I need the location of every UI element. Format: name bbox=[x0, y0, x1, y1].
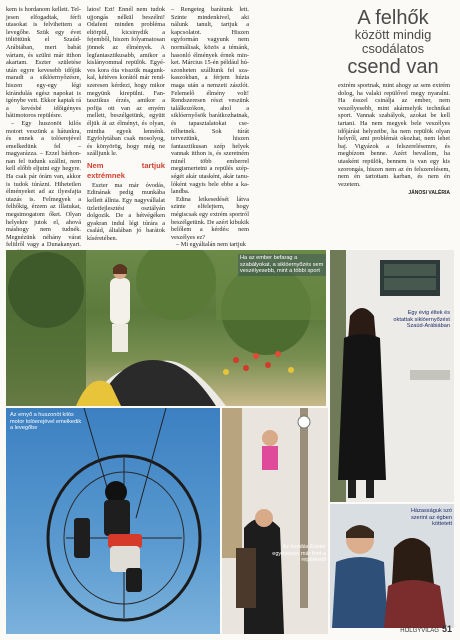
photo-caption: Egy évig éltek és oktattak siklóernyőzést Szaúd-Arábiában bbox=[393, 310, 450, 330]
page-number: 51 bbox=[441, 624, 452, 634]
text-column-2 bbox=[87, 6, 165, 243]
photo-portrait bbox=[330, 250, 454, 502]
photo-couple bbox=[330, 504, 454, 628]
photo-child bbox=[222, 408, 328, 634]
paragraph: Eszter ma már óvodás, Edinának pedig munkába kellett állnia. Egy nagyvállalat üzletfejlesztési osztályán dolgozik. De a hétvégéken gyakran indul légi túrára a család, általában jó barátok kíséretében. bbox=[87, 181, 165, 243]
paragraph: – Mi egyáltalán nem tartjuk bbox=[176, 241, 246, 249]
photo-paraglider-garden bbox=[6, 250, 326, 406]
headline-line: csodálatos bbox=[361, 41, 425, 56]
author-byline: JÁNOSI VALÉRIA bbox=[408, 190, 450, 197]
photo-caption: Az óvodás Eszter egyévesen már fent a repülésről bbox=[272, 544, 326, 564]
photo-motor-paraglider bbox=[6, 408, 220, 634]
magazine-name: HÖLGYVILÁG bbox=[400, 628, 439, 634]
paragraph: – Egy huszonöt kilós motort veszünk a hátunkra, és ennek a tolóerejével emelkedünk fel – magyarázza. – Ezzel bárhonnan fel tudunk szállni, nem kell előbb eljutni egy hegyre. Ha csak pár órám van, akkor is tudok túrázni. Hihetetlen élményeket ad az ilyesfajta utazás is. Felmegyek a felhőkig, érzem az illatukat, megsimogatom őket. Olyan helyekre jutok el, ahová máshogy nem tudnék. Megnézünk néhány várat felülről vagy a Dunakanyart. bbox=[6, 119, 81, 249]
article-headline bbox=[328, 8, 458, 78]
subheading: Nem tartjuk extrémnek bbox=[87, 160, 165, 180]
headline-line: között mindig bbox=[354, 27, 432, 42]
portrait-illustration bbox=[330, 250, 454, 502]
paragraph: Edina leikesedését látva szinte elfelejtem, hogy mégiscsak egy extrém sportról beszélgetünk. De azért kibukik belőlem a kérdés: nem veszélyes ez? bbox=[171, 195, 249, 241]
child-illustration bbox=[222, 408, 328, 634]
text-column-3 bbox=[171, 6, 249, 249]
photo-caption: Az ernyő a huszonöt kilós motor tolóerejével emelkedik a levegőbe bbox=[10, 412, 82, 432]
photo-caption: Házasságuk szó szerint az égben köttetett bbox=[410, 508, 452, 528]
paragraph: kem is hordanom kellett. Teljesen elfogadtak, férfi utasokat is felvihettem a levegőbe. Szük egy évet töltöttünk el Szaúd-Arábiában, mert babát vártam, és szülni már itthon akartam. Eszter születése után egyre kevesebb időjük maradt a siklóernyőzésre, hiszen egy-egy légi kirándulás egész napokat is igénybe vett. Ekkor kaptak rá a kevésbé időigényes hátimotoros repülésre. bbox=[6, 6, 81, 120]
paragraph: latos! Ezt! Ennél nem tudok ujjongás nélkül beszélni! Odafent minden probléma eltörpül, kicsinydik a fejemből, hiszen folyamatosan jönnek az élmények. A legfantasztikusabb, amikor a kislányommal repülök. Egyéves kora óta visszük magunkkal, kétéves korától már rendszeresen kérdezi, hogy mikor megyünk kirepülni. Fantasztikus érzés, amikor a pofija ott van az enyém mellett, beszélgetünk, együtt éljük át az élményt, és olyan, mintha egyek lennénk. Egyfolytában csak mosolyog, és könyörög, hogy még ne szálljunk le. bbox=[87, 6, 165, 158]
page-folio bbox=[400, 624, 452, 634]
paragraph: – Rengeteg barátunk lett. Szinte mindenkivel, aki nálunk tanult, tartjuk a kapcsolatot. Hiszen egyformán vagyunk nem normálisak, közös a témánk, hasonló élmények érnek minket. Március 15-én például húszonheten szálltunk fel szakaszokban, a férjem húzta maga után a nemzeti zászlót. Felemelő élmény volt! Rendszeresen részt veszünk találkozókon, ahol a siklóernyősök barátkozhatnak, és tapasztalatokat cserélhetnek. Sok túrát terveztünk, hiszen fantasztikusan szép helyek vannak itthon is, és szeretném minél több emberrel megismertetni a repülés szépségét akár utasként, akár tanulóként vagyis bele ebbe a kalandba. bbox=[171, 6, 249, 196]
text-column-1 bbox=[6, 6, 81, 257]
headline-line: A felhők bbox=[357, 7, 429, 29]
photo-caption: Ha az ember befarag a szabályokat, a siklóernyőzés sem veszélyesebb, mint a többi sport bbox=[238, 254, 326, 276]
headline-line: csend van bbox=[347, 56, 439, 78]
motor-paraglider-illustration bbox=[6, 408, 220, 634]
paragraph: extrém sportnak, mint ahogy az sem extrém dolog, ha valaki repülővel megy nyaralni. Ha ésszel csinálja az ember, nem veszélyesebb, mint akármelyik technikai sport. Vannak szabályok, azokat be kell tartani. Ha nem megyek bele veszélyes időjárási helyzetbe, ha nem repülök olyan helyről, ami problémát okozhat, nem lehet baj. Vigyázok a felszerelésemre, és megbízom benne. Azért bevallom, ha utasként repülök, bennem is van egy kis szorongás, hiszen nem az én felszerelésem, nem én tartottam karban, és nem én vezetem. bbox=[338, 82, 450, 188]
text-column-4 bbox=[338, 82, 450, 198]
